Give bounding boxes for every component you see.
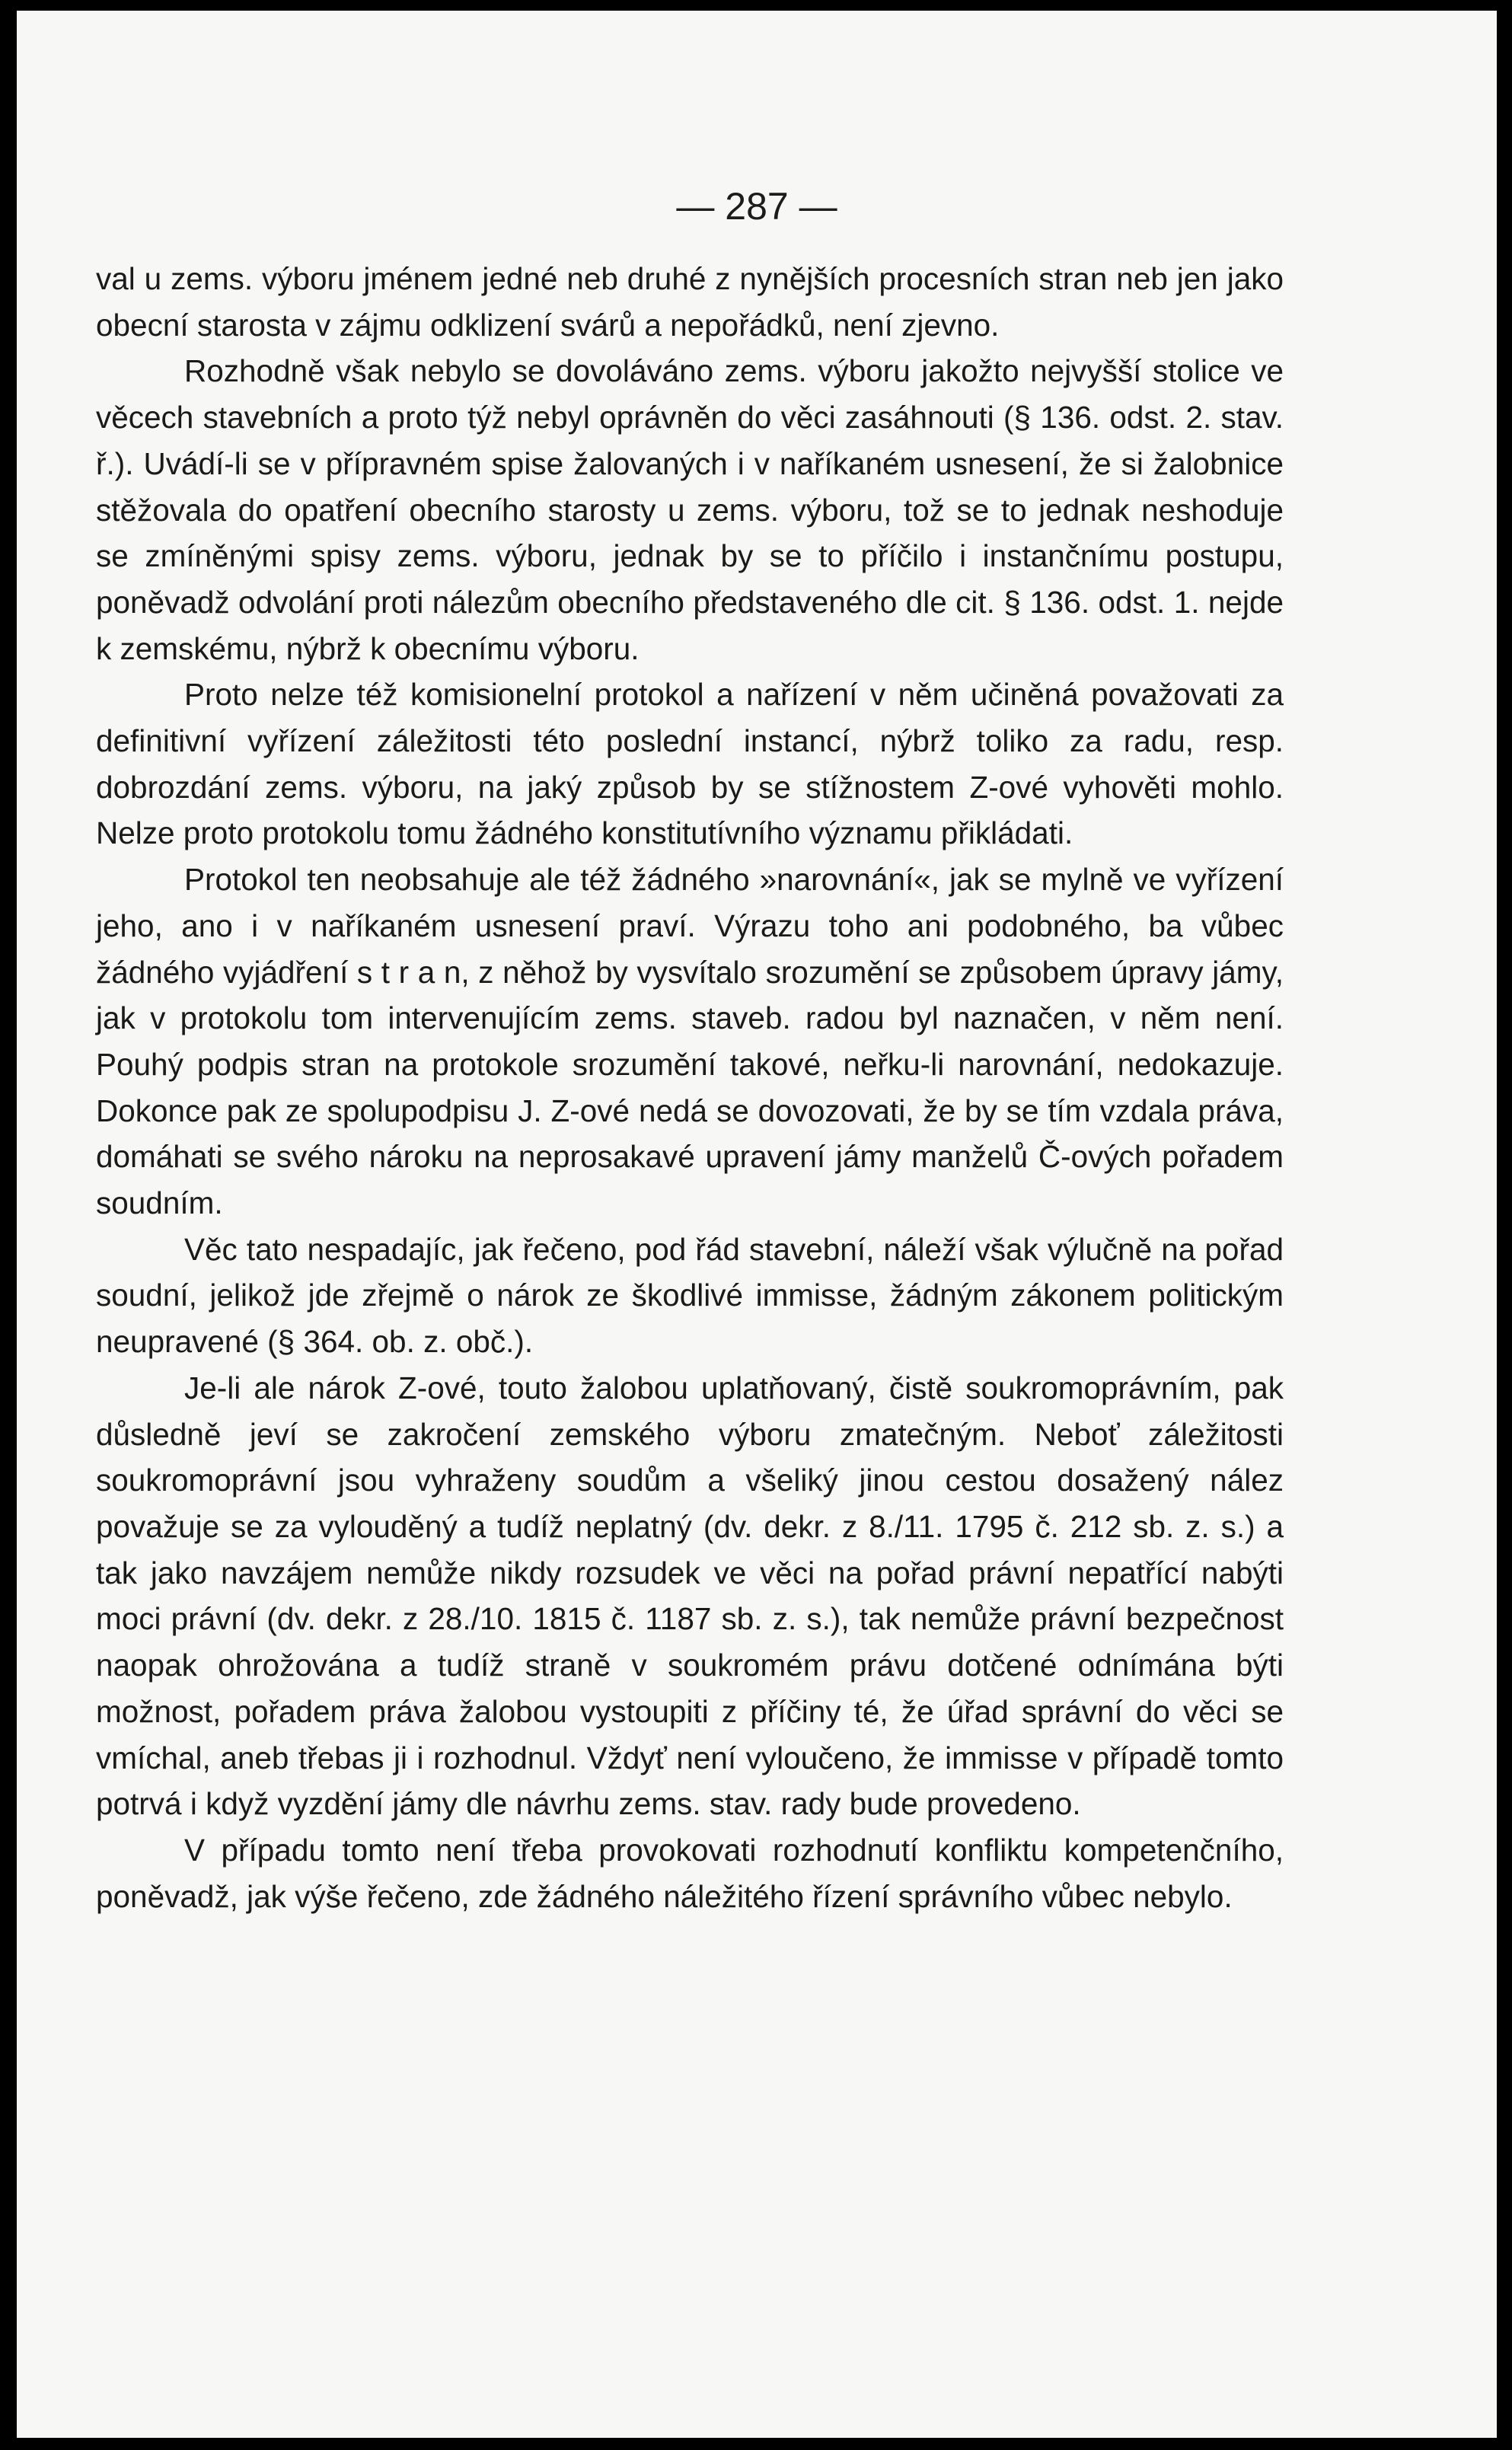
- paragraph: Proto nelze též komisionelní protokol a nařízení v něm učiněná považovati za definitivní vyřízení záležitosti této poslední instancí, nýbrž toliko za radu, resp. dobrozdání zems. výboru, na jaký způsob by se stížnostem Z-ové vyhověti mohlo. Nelze proto protokolu tomu žádného konstitutívního významu přikládati.: [96, 677, 1284, 851]
- paragraph: Věc tato nespadajíc, jak řečeno, pod řád stavební, náleží však výlučně na pořad soudní, jelikož jde zřejmě o nárok ze škodlivé immisse, žádným zákonem politickým neupravené (§ 364. ob. z. obč.).: [96, 1231, 1284, 1360]
- paragraph: Rozhodně však nebylo se dovoláváno zems. výboru jakožto nejvyšší stolice ve věcech stavebních a proto týž nebyl oprávněn do věci zasáhnouti (§ 136. odst. 2. stav. ř.). Uvádí-li se v přípravném spise žalovaných i v naříkaném usnesení, že si žalobnice stěžovala do opatření obecního starosty u zems. výboru, tož se to jednak neshoduje se zmíněnými spisy zems. výboru, jednak by se to příčilo i instančnímu postupu, poněvadž odvolání proti nálezům obecního představeného dle cit. § 136. odst. 1. nejde k zemskému, nýbrž k obecnímu výboru.: [96, 353, 1284, 666]
- book-page: [17, 11, 1497, 2438]
- page-number: — 287 —: [676, 185, 837, 228]
- paragraph: val u zems. výboru jménem jedné neb druhé z nynějších procesních stran neb jen jako obecní starosta v zájmu odklizení svárů a nepořádků, není zjevno.: [96, 261, 1284, 343]
- paragraph: Je-li ale nárok Z-ové, touto žalobou uplatňovaný, čistě soukromoprávním, pak důsledně jeví se zakročení zemského výboru zmatečným. Neboť záležitosti soukromoprávní jsou vyhraženy soudům a všeliký jinou cestou dosažený nález považuje se za vylouděný a tudíž neplatný (dv. dekr. z 8./11. 1795 č. 212 sb. z. s.) a tak jako navzájem nemůže nikdy rozsudek ve věci na pořad právní nepatřící nabýti moci právní (dv. dekr. z 28./10. 1815 č. 1187 sb. z. s.), tak nemůže právní bezpečnost naopak ohrožována a tudíž straně v soukromém právu dotčené odnímána býti možnost, pořadem práva žalobou vystoupiti z příčiny té, že úřad správní do věci se vmíchal, aneb třebas ji i rozhodnul. Vždyť není vyloučeno, že immisse v případě tomto potrvá i když vyzdění jámy dle návrhu zems. stav. rady bude provedeno.: [96, 1370, 1284, 1822]
- paragraph: V případu tomto není třeba provokovati rozhodnutí konfliktu kompetenčního, poněvadž, jak výše řečeno, zde žádného náležitého řízení správního vůbec nebylo.: [96, 1832, 1284, 1914]
- body-text: [96, 256, 1284, 1919]
- paragraph: Protokol ten neobsahuje ale též žádného »narovnání«, jak se mylně ve vyřízení jeho, ano i v naříkaném usnesení praví. Výrazu toho ani podobného, ba vůbec žádného vyjádření s t r a n, z něhož by vysvítalo srozumění se způsobem úpravy jámy, jak v protokolu tom intervenujícím zems. staveb. radou byl naznačen, v něm není. Pouhý podpis stran na protokole srozumění takové, neřku-li narovnání, nedokazuje. Dokonce pak ze spolupodpisu J. Z-ové nedá se dovozovati, že by se tím vzdala práva, domáhati se svého nároku na neprosakavé upravení jámy manželů Č-ových pořadem soudním.: [96, 862, 1284, 1221]
